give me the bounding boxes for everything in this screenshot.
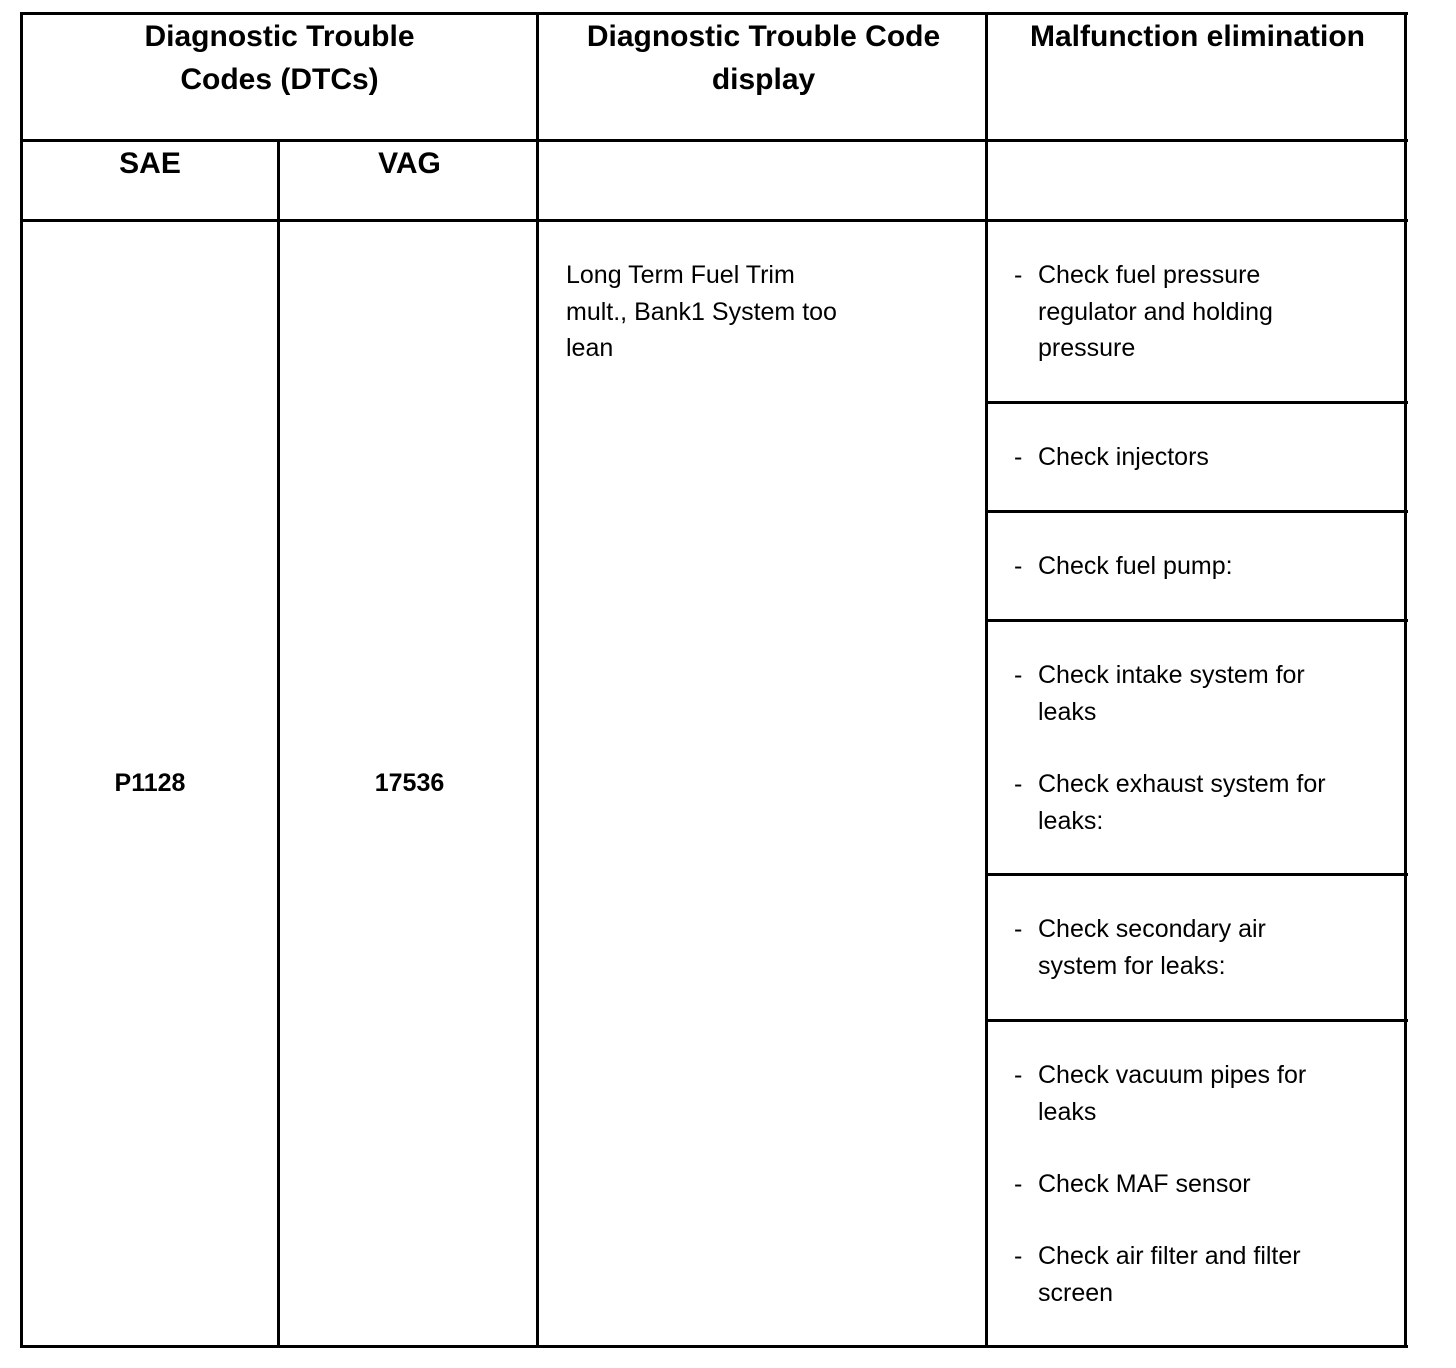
column-divider [536,12,539,1348]
header-vag: VAG [378,147,441,180]
action-line: leaks [1038,697,1097,726]
action-line: Check air filter and filter [1038,1242,1301,1270]
action-line: Check secondary air [1038,915,1266,943]
bullet-dash: - [1014,1061,1023,1089]
bullet-dash: - [1014,915,1023,943]
action-line: regulator and holding [1038,297,1273,326]
vag-code: 17536 [374,769,445,797]
action-line: system for leaks: [1038,951,1226,980]
header-dtc-codes [20,15,539,101]
action-line: leaks: [1038,806,1104,835]
bullet-dash: - [1014,552,1023,580]
sae-code: P1128 [114,769,186,797]
table-border-right [1404,12,1407,1348]
subheader-divider [20,219,1408,222]
column-divider [277,139,280,1348]
table-border-bottom [20,1345,1408,1348]
header-malfunction [988,15,1407,58]
bullet-dash: - [1014,770,1023,798]
header-display-line1: Diagnostic Trouble Code [586,20,941,53]
action-divider [986,1019,1408,1022]
header-sae: SAE [119,147,181,180]
header-code-display [539,15,988,101]
bullet-dash: - [1014,1170,1023,1198]
table-border-left [20,12,23,1348]
action-line: Check MAF sensor [1038,1170,1251,1198]
bullet-dash: - [1014,661,1023,689]
action-line: screen [1038,1278,1114,1307]
action-line: Check vacuum pipes for [1038,1061,1307,1089]
action-line: Check exhaust system for [1038,770,1326,798]
display-line: Long Term Fuel Trim [566,261,795,289]
bullet-dash: - [1014,1242,1023,1270]
action-divider [986,401,1408,404]
action-line: Check fuel pressure [1038,261,1261,289]
header-malfunction-label: Malfunction elimination [1030,20,1365,53]
header-display-line2: display [711,63,816,96]
action-divider [986,873,1408,876]
display-line: lean [566,334,614,362]
bullet-dash: - [1014,261,1023,289]
column-divider [985,12,988,1348]
action-line: leaks [1038,1097,1097,1126]
action-line: pressure [1038,334,1136,362]
action-line: Check intake system for [1038,661,1305,689]
action-line: Check fuel pump: [1038,552,1233,580]
bullet-dash: - [1014,443,1023,471]
header-dtc-line1: Diagnostic Trouble [144,20,415,53]
action-divider [986,619,1408,622]
display-line: mult., Bank1 System too [566,297,837,326]
header-dtc-line2: Codes (DTCs) [180,63,379,96]
action-divider [986,510,1408,513]
action-line: Check injectors [1038,443,1209,471]
